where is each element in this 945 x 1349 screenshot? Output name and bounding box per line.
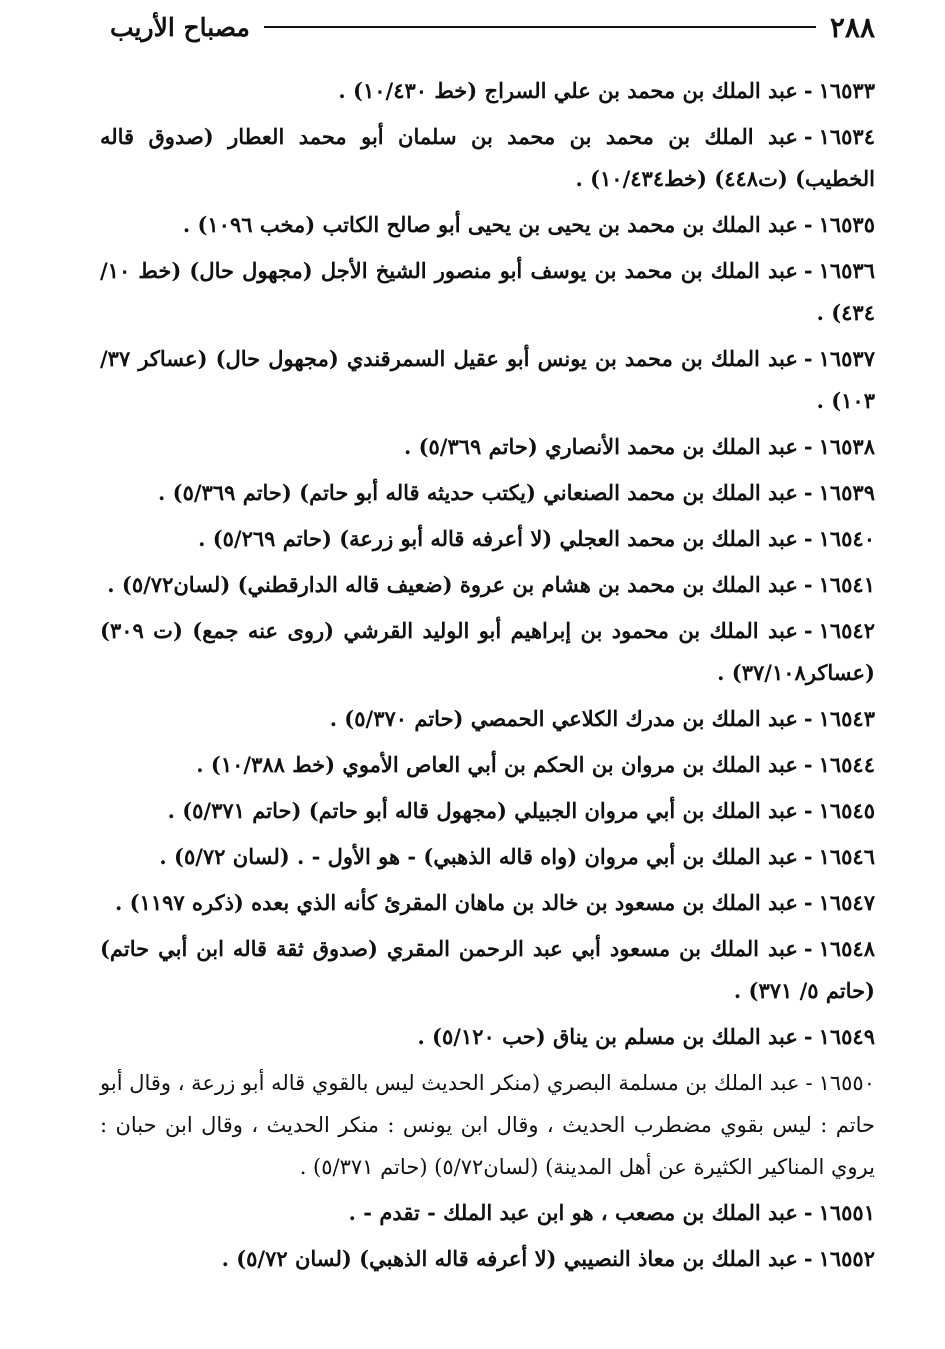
entries-list [100,70,875,1284]
entry: ١٦٥٣٨-عبد الملك بن محمد الأنصاري (حاتم ٥/٣٦٩) . [403,434,875,459]
running-title: مصباح الأريب [110,12,250,42]
entry-text: عبد الملك بن مسلم بن يناق (حب ٥/١٢٠) . [417,1024,798,1049]
entry-text: عبد الملك بن محمد العجلي (لا أعرفه قاله أبو زرعة) (حاتم ٥/٢٦٩) . [198,526,798,551]
page-header [110,6,875,48]
entry: ١٦٥٤٢-عبد الملك بن محمود بن إبراهيم أبو الوليد القرشي (روى عنه جمع) (ت ٣٠٩) (عساكر٣٧/١٠٨) . [100,618,875,685]
entry: ١٦٥٥٢-عبد الملك بن معاذ النصيبي (لا أعرفه قاله الذهبي) (لسان ٥/٧٢) . [221,1246,875,1271]
entry-text: عبد الملك بن مسعود أبي عبد الرحمن المقري (صدوق ثقة قاله ابن أبي حاتم) (حاتم ٥/ ٣٧١) . [100,936,875,1003]
page-number: ٢٨٨ [829,10,875,44]
entry-number: ١٦٥٤٧ [818,890,875,915]
entry-number: ١٦٥٤٢ [818,618,875,643]
entry-number: ١٦٥٤٣ [818,706,875,731]
entry: ١٦٥٣٥-عبد الملك بن محمد بن يحيى بن يحيى أبو صالح الكاتب (مخب ١٠٩٦) . [182,212,875,237]
entry-number: ١٦٥٥١ [818,1200,875,1225]
entry: ١٦٥٣٣-عبد الملك بن محمد بن علي السراج (خط ١٠/٤٣٠) . [338,78,875,103]
entry-number: ١٦٥٥٠ [818,1071,875,1095]
entry-text: عبد الملك بن محمد بن علي السراج (خط ١٠/٤٣٠) . [338,78,798,103]
entry-number: ١٦٥٣٣ [818,78,875,103]
entry-text: عبد الملك بن أبي مروان الجبيلي (مجهول قاله أبو حاتم) (حاتم ٥/٣٧١) . [167,798,798,823]
entry: ١٦٥٤٩-عبد الملك بن مسلم بن يناق (حب ٥/١٢٠) . [417,1024,875,1049]
entry: ١٦٥٤٠-عبد الملك بن محمد العجلي (لا أعرفه قاله أبو زرعة) (حاتم ٥/٢٦٩) . [198,526,875,551]
entry: ١٦٥٤٦-عبد الملك بن أبي مروان (واه قاله الذهبي) - هو الأول - . (لسان ٥/٧٢) . [159,844,875,869]
entry-text: عبد الملك بن محمد بن يوسف أبو منصور الشيخ الأجل (مجهول حال) (خط ١٠/ ٤٣٤) . [100,258,875,325]
entry-number: ١٦٥٤٠ [818,526,875,551]
entry-text: عبد الملك بن مدرك الكلاعي الحمصي (حاتم ٥/٣٧٠) . [329,706,798,731]
entry-number: ١٦٥٣٧ [818,346,875,371]
entry-text: عبد الملك بن محمود بن إبراهيم أبو الوليد القرشي (روى عنه جمع) (ت ٣٠٩) (عساكر٣٧/١٠٨) . [100,618,875,685]
entry-number: ١٦٥٣٦ [818,258,875,283]
entry-text: عبد الملك بن محمد الأنصاري (حاتم ٥/٣٦٩) . [403,434,798,459]
entry: ١٦٥٥٠-عبد الملك بن مسلمة البصري (منكر الحديث ليس بالقوي قاله أبو زرعة ، وقال أبو حاتم : ليس بقوي مضطرب الحديث ، وقال ابن يونس : منكر الحديث ، وقال ابن حبان : يروي المناكير الكثيرة عن أهل المدينة) (لسان٥/٧٢) (حاتم ٥/٣٧١) . [100,1071,875,1179]
entry: ١٦٥٤٤-عبد الملك بن مروان بن الحكم بن أبي العاص الأموي (خط ١٠/٣٨٨) . [196,752,875,777]
entry: ١٦٥٣٩-عبد الملك بن محمد الصنعاني (يكتب حديثه قاله أبو حاتم) (حاتم ٥/٣٦٩) . [158,480,875,505]
entry-text: عبد الملك بن مروان بن الحكم بن أبي العاص الأموي (خط ١٠/٣٨٨) . [196,752,798,777]
entry-text: عبد الملك بن مسعود بن خالد بن ماهان المقرئ كأنه الذي بعده (ذكره ١١٩٧) . [114,890,798,915]
entry-number: ١٦٥٣٤ [818,124,875,149]
entry-text: عبد الملك بن مسلمة البصري (منكر الحديث ليس بالقوي قاله أبو زرعة ، وقال أبو حاتم : ليس بقوي مضطرب الحديث ، وقال ابن يونس : منكر الحديث ، وقال ابن حبان : يروي المناكير الكثيرة عن أهل المدينة) (لسان٥/٧٢) (حاتم ٥/٣٧١) . [100,1071,875,1179]
entry: ١٦٥٤٥-عبد الملك بن أبي مروان الجبيلي (مجهول قاله أبو حاتم) (حاتم ٥/٣٧١) . [167,798,875,823]
entry-number: ١٦٥٤٩ [818,1024,875,1049]
entry-number: ١٦٥٣٨ [818,434,875,459]
entry-number: ١٦٥٤٦ [818,844,875,869]
entry-number: ١٦٥٣٥ [818,212,875,237]
entry: ١٦٥٤٣-عبد الملك بن مدرك الكلاعي الحمصي (حاتم ٥/٣٧٠) . [329,706,875,731]
header-rule [264,26,816,28]
entry: ١٦٥٤١-عبد الملك بن محمد بن هشام بن عروة (ضعيف قاله الدارقطني) (لسان٥/٧٢) . [107,572,875,597]
entry-number: ١٦٥٥٢ [818,1246,875,1271]
entry-text: عبد الملك بن مصعب ، هو ابن عبد الملك - تقدم - . [348,1200,798,1225]
entry-text: عبد الملك بن محمد بن يونس أبو عقيل السمرقندي (مجهول حال) (عساكر ٣٧/ ١٠٣) . [100,346,875,413]
entry: ١٦٥٤٨-عبد الملك بن مسعود أبي عبد الرحمن المقري (صدوق ثقة قاله ابن أبي حاتم) (حاتم ٥/ ٣٧١) . [100,936,875,1003]
entry-text: عبد الملك بن محمد بن يحيى بن يحيى أبو صالح الكاتب (مخب ١٠٩٦) . [182,212,798,237]
entry-text: عبد الملك بن محمد بن محمد بن سلمان أبو محمد العطار (صدوق قاله الخطيب) (ت٤٤٨) (خط١٠/٤٣٤) . [100,124,875,191]
entry-number: ١٦٥٤١ [818,572,875,597]
entry: ١٦٥٤٧-عبد الملك بن مسعود بن خالد بن ماهان المقرئ كأنه الذي بعده (ذكره ١١٩٧) . [114,890,875,915]
entry: ١٦٥٣٤-عبد الملك بن محمد بن محمد بن سلمان أبو محمد العطار (صدوق قاله الخطيب) (ت٤٤٨) (خط١٠/٤٣٤) . [100,124,875,191]
entry-number: ١٦٥٤٥ [818,798,875,823]
entry-text: عبد الملك بن معاذ النصيبي (لا أعرفه قاله الذهبي) (لسان ٥/٧٢) . [221,1246,798,1271]
entry-text: عبد الملك بن أبي مروان (واه قاله الذهبي) - هو الأول - . (لسان ٥/٧٢) . [159,844,798,869]
entry-number: ١٦٥٤٨ [818,936,875,961]
entry-number: ١٦٥٤٤ [818,752,875,777]
entry: ١٦٥٣٦-عبد الملك بن محمد بن يوسف أبو منصور الشيخ الأجل (مجهول حال) (خط ١٠/ ٤٣٤) . [100,258,875,325]
entry-text: عبد الملك بن محمد بن هشام بن عروة (ضعيف قاله الدارقطني) (لسان٥/٧٢) . [107,572,798,597]
entry-text: عبد الملك بن محمد الصنعاني (يكتب حديثه قاله أبو حاتم) (حاتم ٥/٣٦٩) . [158,480,798,505]
entry: ١٦٥٥١-عبد الملك بن مصعب ، هو ابن عبد الملك - تقدم - . [348,1200,875,1225]
entry: ١٦٥٣٧-عبد الملك بن محمد بن يونس أبو عقيل السمرقندي (مجهول حال) (عساكر ٣٧/ ١٠٣) . [100,346,875,413]
entry-number: ١٦٥٣٩ [818,480,875,505]
